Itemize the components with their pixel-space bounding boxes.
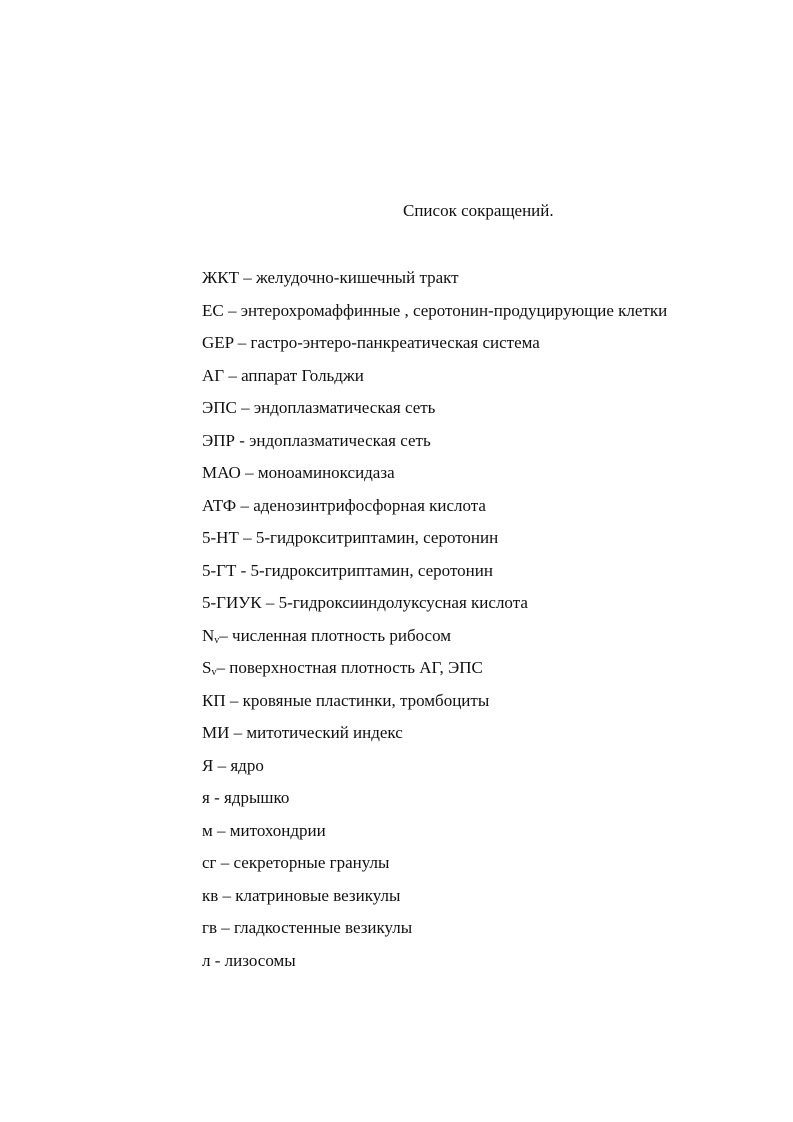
separator: – <box>216 658 230 677</box>
separator: – <box>261 593 279 612</box>
abbreviation: м <box>202 820 213 840</box>
abbreviation-entry <box>202 557 762 590</box>
separator: - <box>234 430 250 450</box>
abbreviation: Я <box>202 755 214 775</box>
abbreviation: КП <box>202 690 226 710</box>
definition: аденозинтрифосфорная кислота <box>253 495 486 515</box>
definition: желудочно-кишечный тракт <box>255 268 459 287</box>
abbreviation: ЭПР <box>202 430 235 450</box>
definition: гастро-энтеро-панкреатическая система <box>250 333 540 352</box>
definition: 5-гидрокситриптамин, серотонин <box>250 560 493 580</box>
page-title: Список сокращений. <box>403 201 554 220</box>
abbreviation-entry <box>202 264 762 297</box>
abbreviation-entry <box>202 817 762 850</box>
separator: – <box>224 365 242 385</box>
definition: эндоплазматическая сеть <box>253 398 436 417</box>
abbreviation-entry <box>202 427 762 460</box>
definition: 5-гидроксииндолуксусная кислота <box>278 593 528 612</box>
abbreviation-entry <box>202 589 762 622</box>
separator: – <box>233 333 251 352</box>
abbreviation-entry <box>202 524 762 557</box>
abbreviation-entry <box>202 459 762 492</box>
abbreviation: АГ <box>202 365 225 385</box>
abbreviation: МАО <box>202 463 241 482</box>
abbreviation: ЭПС <box>202 398 237 417</box>
abbreviation: S <box>202 658 212 677</box>
separator: - <box>236 560 251 580</box>
definition: лизосомы <box>224 950 296 970</box>
separator: – <box>219 625 233 645</box>
abbreviation: сг <box>202 853 217 872</box>
separator: – <box>225 690 243 710</box>
separator: – <box>229 723 247 742</box>
separator: – <box>223 300 241 320</box>
abbreviation: ЕС <box>202 300 224 320</box>
definition: 5-гидрокситриптамин, серотонин <box>255 528 499 547</box>
separator: - <box>210 950 225 970</box>
abbreviation: гв <box>202 918 217 937</box>
abbreviation: N <box>202 625 215 645</box>
abbreviation: МИ <box>202 723 230 742</box>
abbreviation: GEP <box>202 333 234 352</box>
separator: – <box>218 885 236 905</box>
subscript: v <box>211 667 217 678</box>
abbreviation-entry <box>202 654 762 687</box>
abbreviation-entry <box>202 362 762 395</box>
abbreviation-entry <box>202 849 762 882</box>
abbreviation-entry <box>202 297 762 330</box>
definition: энтерохромаффинные , серотонин-продуцирующие клетки <box>240 300 668 320</box>
abbreviation-entry <box>202 784 762 817</box>
abbreviation: кв <box>202 885 219 905</box>
abbreviation-entry <box>202 687 762 720</box>
definition: митохондрии <box>229 820 326 840</box>
separator: – <box>238 268 256 287</box>
definition: поверхностная плотность АГ, ЭПС <box>229 658 483 677</box>
abbreviation: л <box>202 950 211 970</box>
abbreviation-entry <box>202 947 762 980</box>
abbreviation: АТФ <box>202 495 237 515</box>
separator: – <box>216 853 234 872</box>
definition: секреторные гранулы <box>233 853 390 872</box>
definition: ядро <box>230 755 264 775</box>
separator: – <box>236 495 254 515</box>
definition: митотический индекс <box>246 723 403 742</box>
definition: эндоплазматическая сеть <box>249 430 431 450</box>
abbreviation-entry <box>202 882 762 915</box>
abbreviation-entry <box>202 914 762 947</box>
definition: клатриновые везикулы <box>235 885 401 905</box>
abbreviation-list <box>202 264 762 979</box>
separator: – <box>236 398 254 417</box>
definition: аппарат Гольджи <box>241 365 364 385</box>
definition: кровяные пластинки, тромбоциты <box>242 690 490 710</box>
abbreviation: ЖКТ <box>202 268 239 287</box>
separator: – <box>238 528 256 547</box>
abbreviation-entry <box>202 622 762 655</box>
separator: - <box>209 788 224 807</box>
abbreviation-entry <box>202 394 762 427</box>
subscript: v <box>214 634 220 646</box>
separator: – <box>240 463 258 482</box>
abbreviation: 5-ГТ <box>202 560 237 580</box>
separator: – <box>213 755 231 775</box>
abbreviation: 5-НТ <box>202 528 239 547</box>
abbreviation: 5-ГИУК <box>202 593 262 612</box>
separator: – <box>217 918 234 937</box>
definition: гладкостенные везикулы <box>234 918 413 937</box>
definition: ядрышко <box>224 788 290 807</box>
definition: численная плотность рибосом <box>232 625 451 645</box>
abbreviation-entry <box>202 492 762 525</box>
definition: моноаминоксидаза <box>257 463 395 482</box>
abbreviation-entry <box>202 719 762 752</box>
abbreviation-entry <box>202 752 762 785</box>
abbreviation-entry <box>202 329 762 362</box>
abbreviation: я <box>202 788 210 807</box>
separator: – <box>212 820 230 840</box>
